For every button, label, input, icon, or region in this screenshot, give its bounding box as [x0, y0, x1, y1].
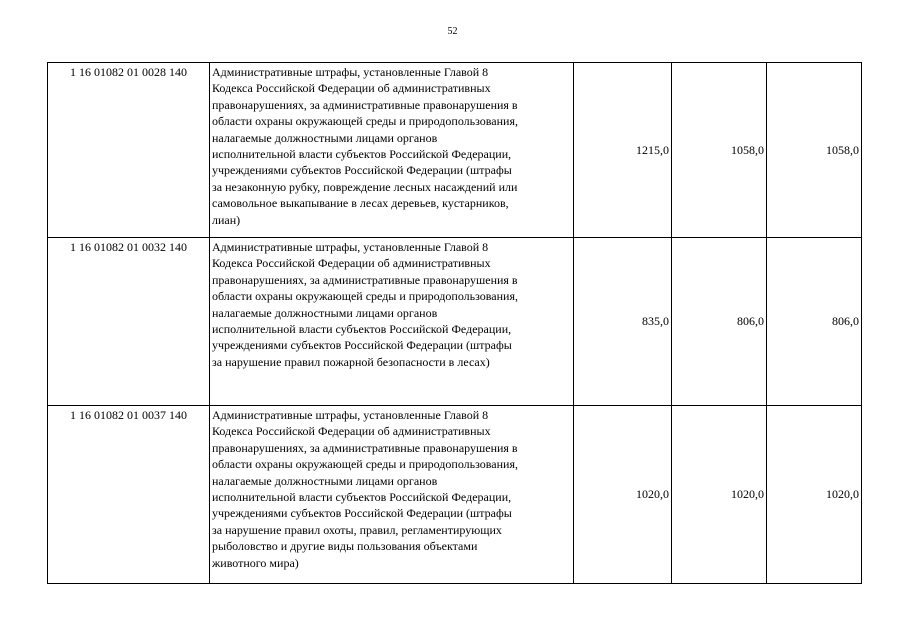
name-line: правонарушениях, за административные правонарушения в	[212, 97, 518, 112]
name-line: самовольное выкапывание в лесах деревьев, кустарников,	[212, 196, 509, 211]
table-row	[48, 63, 862, 238]
name-line: за незаконную рубку, повреждение лесных насаждений или	[212, 179, 518, 194]
name-line: налагаемые должностными лицами органов	[212, 130, 438, 145]
name-line: правонарушениях, за административные правонарушения в	[212, 440, 518, 455]
name-line: Административные штрафы, установленные Главой 8	[212, 408, 489, 422]
amount-cell-3: 1020,0	[767, 406, 862, 584]
name-line: за нарушение правил пожарной безопасности в лесах)	[212, 354, 490, 369]
page-number: 52	[447, 26, 458, 37]
table-row	[48, 238, 862, 406]
name-line: Кодекса Российской Федерации об административных	[212, 256, 491, 271]
amount-cell-1: 1020,0	[574, 406, 672, 584]
name-line: лиан)	[212, 212, 241, 227]
amount-cell-2: 1058,0	[672, 63, 767, 238]
table-row	[48, 406, 862, 584]
amount-cell-2: 806,0	[672, 238, 767, 406]
name-line: учреждениями субъектов Российской Федерации (штрафы	[212, 163, 512, 178]
name-line: учреждениями субъектов Российской Федерации (штрафы	[212, 338, 512, 353]
name-line: за нарушение правил охоты, правил, регламентирующих	[212, 522, 502, 537]
budget-code-cell: 1 16 01082 01 0028 140	[48, 63, 210, 238]
name-line: области охраны окружающей среды и природопользования,	[212, 289, 518, 304]
name-line: исполнительной власти субъектов Российской Федерации,	[212, 322, 512, 337]
name-line: Кодекса Российской Федерации об административных	[212, 424, 491, 439]
name-line: области охраны окружающей среды и природопользования,	[212, 114, 518, 129]
amount-cell-3: 1058,0	[767, 63, 862, 238]
name-line: области охраны окружающей среды и природопользования,	[212, 457, 518, 472]
revenue-name-cell	[210, 406, 574, 584]
name-line: учреждениями субъектов Российской Федерации (штрафы	[212, 506, 512, 521]
amount-cell-1: 835,0	[574, 238, 672, 406]
name-line: животного мира)	[212, 555, 299, 570]
name-line: налагаемые должностными лицами органов	[212, 473, 438, 488]
name-line: исполнительной власти субъектов Российской Федерации,	[212, 490, 512, 505]
name-line: Административные штрафы, установленные Главой 8	[212, 65, 489, 79]
name-line: правонарушениях, за административные правонарушения в	[212, 272, 518, 287]
name-line: Кодекса Российской Федерации об административных	[212, 81, 491, 96]
amount-cell-3: 806,0	[767, 238, 862, 406]
name-line: исполнительной власти субъектов Российской Федерации,	[212, 147, 512, 162]
budget-revenue-table	[47, 62, 862, 584]
budget-code-cell: 1 16 01082 01 0032 140	[48, 238, 210, 406]
name-line: рыболовство и другие виды пользования объектами	[212, 539, 478, 554]
name-line: налагаемые должностными лицами органов	[212, 305, 438, 320]
budget-code-cell: 1 16 01082 01 0037 140	[48, 406, 210, 584]
revenue-name-cell	[210, 238, 574, 406]
amount-cell-2: 1020,0	[672, 406, 767, 584]
name-line: Административные штрафы, установленные Главой 8	[212, 240, 489, 254]
revenue-name-cell	[210, 63, 574, 238]
amount-cell-1: 1215,0	[574, 63, 672, 238]
